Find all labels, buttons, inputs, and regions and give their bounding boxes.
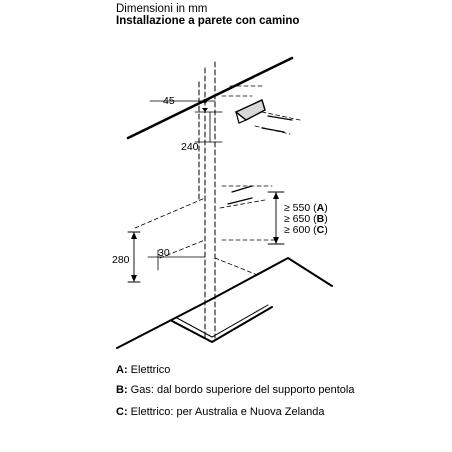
legend-item-c <box>116 406 325 419</box>
screw-top-1 <box>268 116 292 120</box>
guide-diag-1 <box>135 198 205 228</box>
legend-text: Elettrico: per Australia e Nuova Zelanda <box>127 406 325 418</box>
dim-30-label: 30 <box>158 247 170 259</box>
wall-bracket <box>236 100 265 120</box>
height-label-c: ≥ 600 (C) <box>284 224 328 236</box>
legend-item-a <box>116 364 170 377</box>
height-label-a: ≥ 550 (A) <box>284 202 328 214</box>
diagram-subtitle: Dimensioni in mm <box>116 3 208 15</box>
dim-240-label: 240 <box>181 141 199 153</box>
guide-diag-2 <box>215 258 260 276</box>
legend-text: Gas: dal bordo superiore del supporto pentola <box>127 384 355 396</box>
dim-45-label: 45 <box>163 95 175 107</box>
legend-text: Elettrico <box>127 364 171 376</box>
guide-mid-2 <box>220 200 265 208</box>
legend-key: A: <box>116 364 128 376</box>
screw-top-2 <box>262 128 284 132</box>
height-label-b: ≥ 650 (B) <box>284 213 328 225</box>
legend-key: C: <box>116 406 128 418</box>
legend-item-b <box>116 384 356 397</box>
legend-key: B: <box>116 384 128 396</box>
dim-280-label: 280 <box>112 254 130 266</box>
screw-mid-1 <box>232 186 252 192</box>
diagram-title: Installazione a parete con camino <box>116 15 300 27</box>
